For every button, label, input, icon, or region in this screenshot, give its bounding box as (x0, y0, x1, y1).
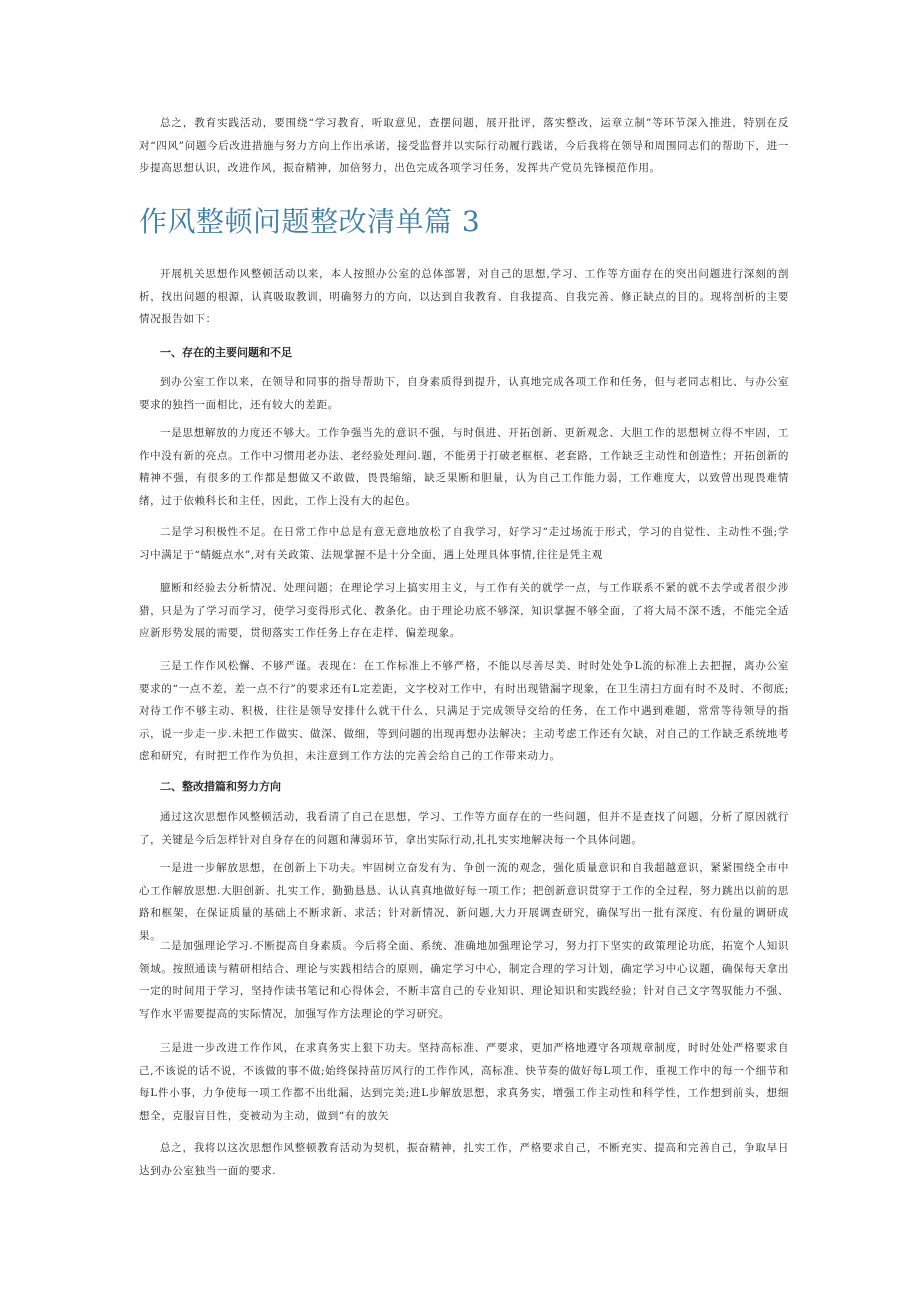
section2-paragraph: 二是加强理论学习.不断提高自身素质。今后将全面、系统、准确地加强理论学习，努力打下坚实的政策理论功底，拓宽个人知识领域。按照通读与精研相结合、理论与实践相结合的原则，确定学习中心，制定合理的学习计划，确定学习中心议题，确保每天拿出一定的时间用于学习，坚持作读书笔记和心得体会，不断丰富自己的专业知识、理论知识和实践经验；针对自己文字驾驭能力不强、写作水平需要提高的实际情况，加强写作方法理论的学习研究。 (139, 940, 789, 1020)
page-title: 作风整顿问题整改清单篇 3 (139, 205, 481, 238)
opening-paragraph: 开展机关思想作风整顿活动以来，本人按照办公室的总体部署，对自己的思想,学习、工作等方面存在的突出问题进行深刻的剖析，找出问题的根源，认真吸取教训，明确努力的方向，以达到自我教育、自我提高、自我完善、修正缺点的目的。现将剖析的主要情况报告如下： (139, 268, 789, 325)
intro-paragraph: 总之，教育实践活动，要围绕“学习教育，听取意见，查摆问题，展开批评，落实整改，运章立制”等环节深入推进，特别在反对“四风”问题今后改进措施与努力方向上作出承诺，接受监督并以实际行动履行践诺，今后我将在领导和周围同志们的帮助下，进一步提高思想认识，改进作风，振奋精神，加倍努力，出色完成各项学习任务，发挥共产党员先锋模范作用。 (139, 117, 789, 174)
section2-paragraph: 总之，我将以这次思想作风整顿教育活动为契机，振奋精神，扎实工作，严格要求自己，不断充实、提高和完善自己，争取早日达到办公室独当一面的要求. (139, 1142, 789, 1177)
section-heading-1: 一、存在的主要问题和不足 (160, 346, 292, 359)
section2-paragraph: 通过这次思想作风整顿活动，我看清了自己在思想，学习、工作等方面存在的一些问题，但并不是查找了问题，分析了原因就行了，关键是今后怎样针对自身存在的问题和薄弱环节，拿出实际行动,扎扎实实地解决每一个具体问题。 (139, 811, 789, 846)
section-heading-2: 二、整改措篇和努力方向 (160, 780, 281, 793)
section2-paragraph: 三是进一步改进工作作风，在求真务实上狠下功夫。坚持高标准、严要求，更加严格地遵守各项规章制度，时时处处严格要求自己,不该说的话不说，不该做的事不做;始终保持苗厉风行的工作作风，高标准、快节奏的做好每L项工作，重视工作中的每一个细节和每L件小事，力争使每一项工作都不出纰漏，达到完美;进L步解放思想，求真务实，增强工作主动性和科学性，工作想到前头，想细想全，克服盲目性，变被动为主动，做到“有的放矢 (139, 1042, 789, 1122)
section2-paragraph: 一是进一步解放思想，在创新上下功夫。牢固树立奋发有为、争创一流的观念，强化质量意识和自我超越意识，紧紧围绕全市中心工作解放思想.大胆创新、扎实工作，勤勤恳恳、认认真真地做好每一项工作；把创新意识贯穿于工作的全过程，努力跳出以前的思路和框架，在保证质量的基础上不断求新、求活；针对新情况、新问题,大力开展调查研究，确保写出一批有深度、有份量的调研成果。 (139, 862, 789, 942)
section1-paragraph: 臆断和经验去分析情况、处理问题；在理论学习上搞实用主义，与工作有关的就学一点，与工作联系不紧的就不去学或者很少涉猎，只是为了学习而学习，使学习变得形式化、教条化。由于理论功底不够深，知识掌握不够全面，了将大局不深不透，不能完全适应新形势发展的需要，贯彻落实工作任务上存在走样、偏差现象。 (139, 582, 789, 639)
section1-paragraph: 一是思想解放的力度还不够大。工作争强当先的意识不强，与时俱进、开拓创新、更新观念、大胆工作的思想树立得不牢固，工作中没有新的亮点。工作中习惯用老办法、老经验处理问.题，不能勇于打破老框框、老套路，工作缺乏主动性和创造性；开拓创新的精神不强，有很多的工作都是想做又不敢做，畏畏缩缩，缺乏果断和胆量，认为自己工作能力弱，工作难度大，以致曾出现畏难情绪，过于依赖科长和主任，因此，工作上没有大的起色。 (139, 427, 789, 507)
section1-paragraph: 三是工作作风松懈、不够严谨。表现在：在工作标准上不够严格，不能以尽善尽美、时时处处争L流的标准上去把握，离办公室要求的“一点不差，差一点不行”的要求还有L定差距，文字校对工作中，有时出现错漏字现象，在卫生清扫方面有时不及时、不彻底;对待工作不够主动、积极，往往是领导安排什么就干什么，只满足于完成领导交给的任务，在工作中遇到难题，常常等待领导的指示，说一步走一步.未把工作做实、做深、做细，等到问题的出现再想办法解决；主动考虑工作还有欠缺，对自己的工作缺乏系统地考虑和研究，有时把工作作为负担，未注意到工作方法的完善会给自己的工作带来动力。 (139, 660, 789, 762)
section1-paragraph: 到办公室工作以来，在领导和同事的指导帮助下，自身素质得到提升，认真地完成各项工作和任务，但与老同志相比、与办公室要求的独挡一面相比，还有较大的差距。 (139, 376, 789, 411)
section1-paragraph: 二是学习积极性不足。在日常工作中总是有意无意地放松了自我学习，好学习“走过场流于形式，学习的自觉性、主动性不强;学习中满足于“蜻蜓点水”,对有关政策、法规掌握不是十分全面，遇上处理具体事情,往往是凭主观 (139, 526, 789, 561)
